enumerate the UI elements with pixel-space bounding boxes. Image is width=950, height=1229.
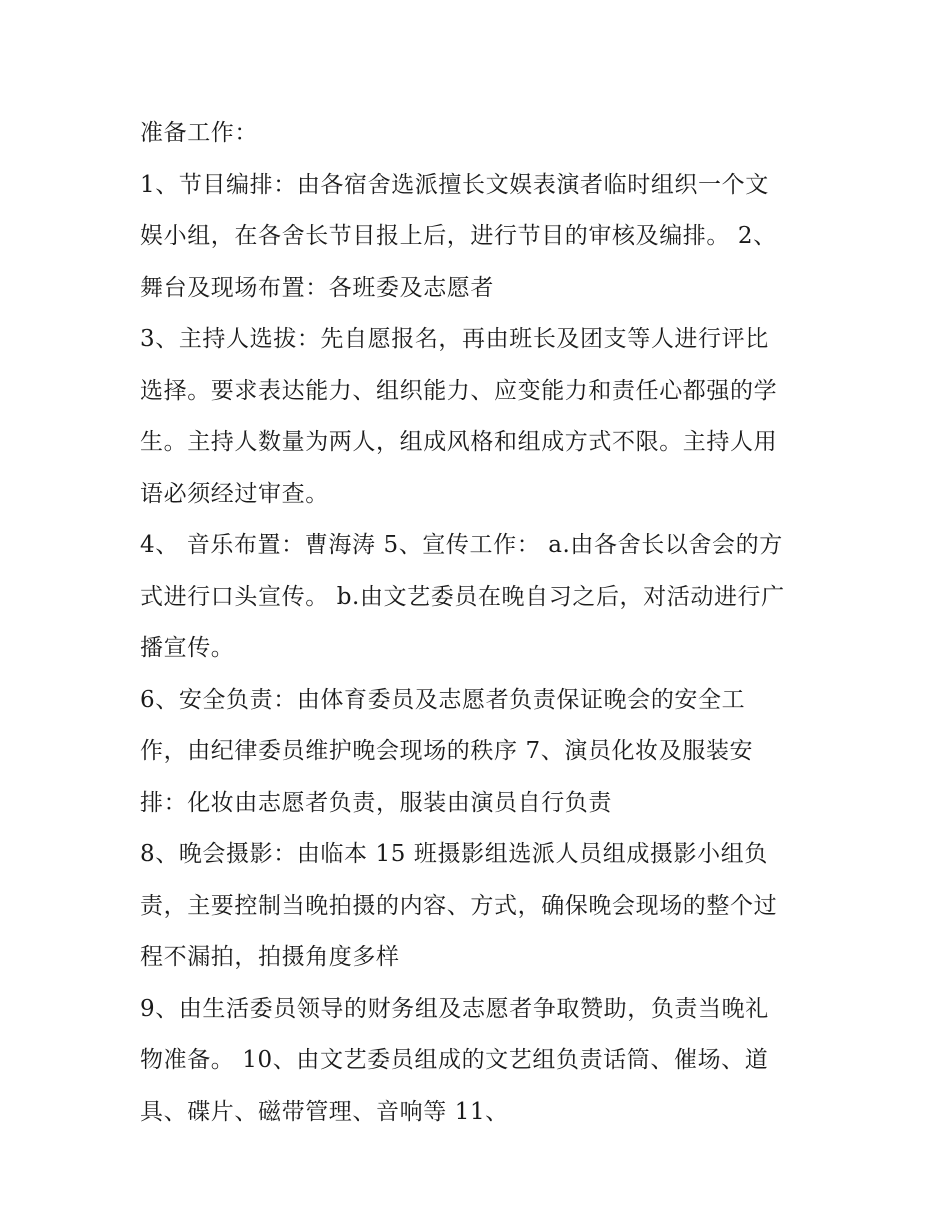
text-line: 1、节目编排：由各宿舍选派擅长文娱表演者临时组织一个文	[140, 171, 769, 198]
text-line: 3、主持人选拔：先自愿报名，再由班长及团支等人进行评比	[140, 326, 769, 352]
text-line: 责，主要控制当晚拍摄的内容、方式，确保晚会现场的整个过	[140, 892, 778, 919]
text-line: 娱小组，在各舍长节目报上后，进行节目的审核及编排。 2、	[140, 223, 777, 249]
section-heading: 准备工作：	[140, 120, 258, 146]
text-line: 9、由生活委员领导的财务组及志愿者争取赞助，负责当晚礼	[140, 995, 769, 1022]
text-line: 生。主持人数量为两人，组成风格和组成方式不限。主持人用	[140, 429, 778, 455]
text-line: 式进行口头宣传。 b.由文艺委员在晚自习之后，对活动进行广	[140, 583, 785, 610]
text-line: 播宣传。	[140, 635, 235, 661]
text-line: 具、碟片、磁带管理、音响等 11、	[140, 1098, 509, 1125]
text-line: 6、安全负责：由体育委员及志愿者负责保证晚会的安全工	[140, 686, 746, 713]
text-line: 作，由纪律委员维护晚会现场的秩序 7、演员化妆及服装安	[140, 738, 754, 764]
text-line: 4、 音乐布置：曹海涛 5、宣传工作： a.由各舍长以舍会的方	[140, 532, 783, 558]
text-line: 舞台及现场布置：各班委及志愿者	[140, 274, 494, 301]
document-body	[140, 108, 830, 1138]
text-line: 排：化妆由志愿者负责，服装由演员自行负责	[140, 789, 612, 816]
text-line: 程不漏拍，拍摄角度多样	[140, 944, 400, 970]
text-line: 语必须经过审查。	[140, 480, 329, 507]
text-line: 选择。要求表达能力、组织能力、应变能力和责任心都强的学	[140, 377, 778, 404]
text-line: 8、晚会摄影：由临本 15 班摄影组选派人员组成摄影小组负	[140, 841, 768, 867]
text-line: 物准备。 10、由文艺委员组成的文艺组负责话筒、催场、道	[140, 1047, 769, 1073]
